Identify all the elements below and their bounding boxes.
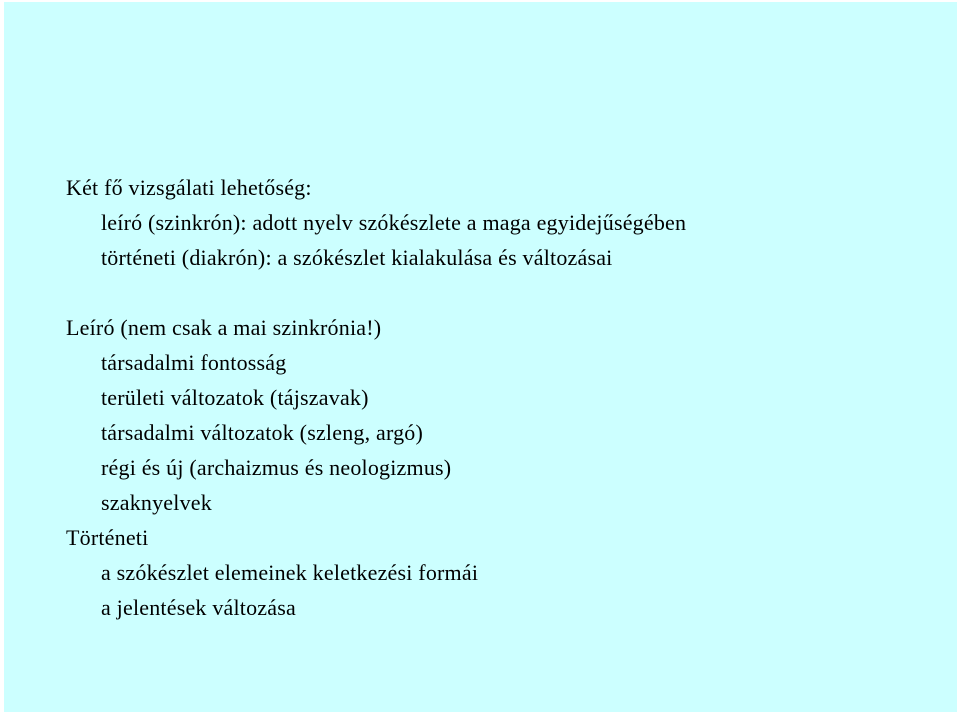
list-item: társadalmi változatok (szleng, argó) bbox=[101, 420, 424, 445]
list-item: a szókészlet elemeinek keletkezési formái bbox=[101, 560, 479, 585]
list-item: történeti (diakrón): a szókészlet kialakulása és változásai bbox=[101, 245, 613, 270]
list-item: a jelentések változása bbox=[101, 595, 296, 620]
list-item: leíró (szinkrón): adott nyelv szókészlete a maga egyidejűségében bbox=[101, 210, 687, 235]
list-item: régi és új (archaizmus és neologizmus) bbox=[101, 455, 452, 480]
section-heading: Két fő vizsgálati lehetőség: bbox=[66, 175, 312, 200]
list-item: szaknyelvek bbox=[101, 490, 212, 515]
list-item: területi változatok (tájszavak) bbox=[101, 385, 369, 410]
section-heading: Történeti bbox=[66, 525, 149, 550]
section-heading: Leíró (nem csak a mai szinkrónia!) bbox=[66, 315, 382, 340]
list-item: társadalmi fontosság bbox=[101, 350, 287, 375]
slide-background bbox=[4, 2, 957, 712]
